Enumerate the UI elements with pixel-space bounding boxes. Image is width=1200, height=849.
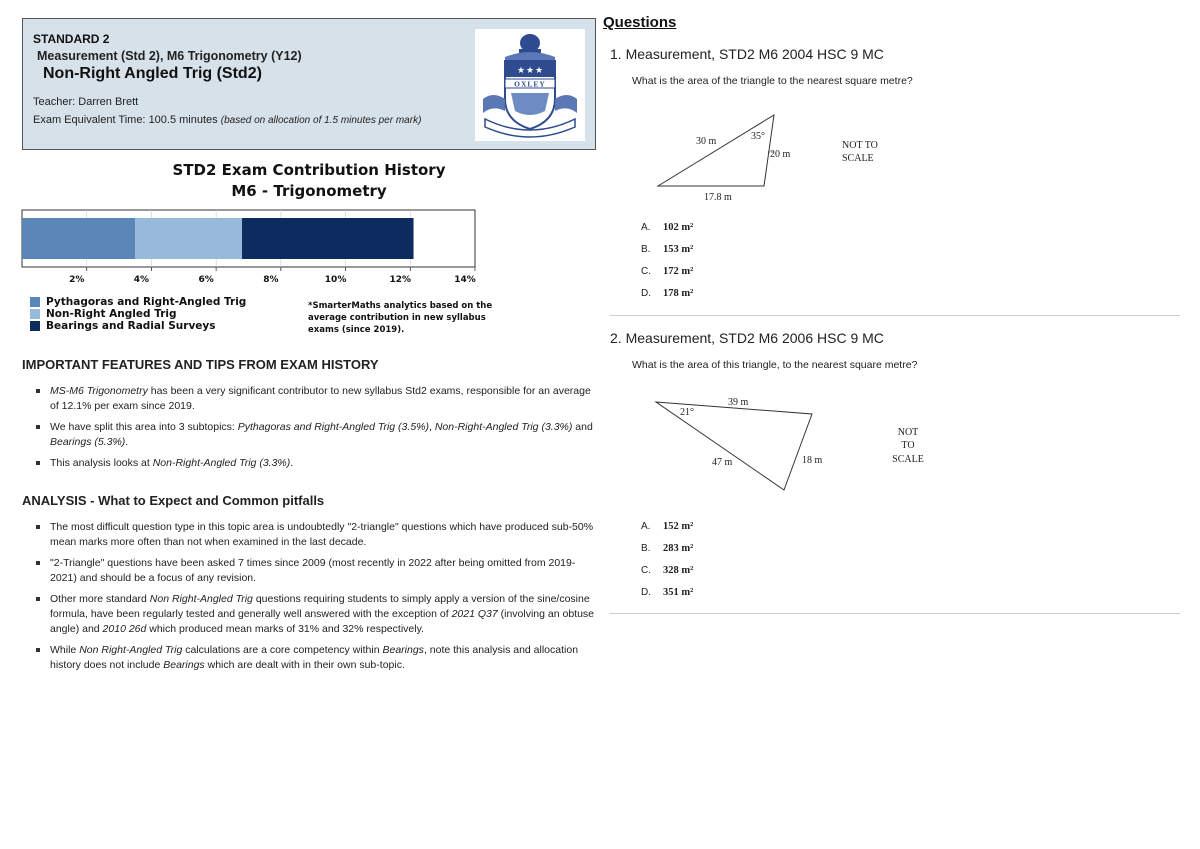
chart-title: STD2 Exam Contribution History xyxy=(172,161,446,179)
option-d[interactable] xyxy=(641,288,693,310)
svg-text:★: ★ xyxy=(535,65,544,75)
legend-label: Pythagoras and Right-Angled Trig xyxy=(46,296,247,308)
topic-title: Non-Right Angled Trig (Std2) xyxy=(43,65,262,82)
option-label: B. xyxy=(641,543,651,554)
legend-label: Bearings and Radial Surveys xyxy=(46,320,216,332)
option-value: 283 m² xyxy=(663,543,694,554)
option-d[interactable] xyxy=(641,587,693,609)
option-value: 102 m² xyxy=(663,222,694,233)
legend-swatch xyxy=(30,321,40,331)
header-box xyxy=(22,18,596,150)
option-a[interactable] xyxy=(641,222,693,244)
question-2-text: What is the area of this triangle, to the nearest square metre? xyxy=(632,359,918,371)
angle-label: 35° xyxy=(751,131,765,142)
chart-subtitle: M6 - Trigonometry xyxy=(231,182,387,200)
teacher-name: Darren Brett xyxy=(78,96,139,108)
scale-note: NOT TO xyxy=(842,140,878,151)
divider xyxy=(610,613,1180,614)
scale-note: SCALE xyxy=(842,153,874,164)
tick-label: 4% xyxy=(133,275,150,285)
option-label: C. xyxy=(641,266,651,277)
emphasis: Pythagoras and Right-Angled Trig (3.5%) xyxy=(237,421,429,433)
question-number: 1. xyxy=(610,46,622,62)
list-item xyxy=(30,384,595,414)
legend-swatch xyxy=(30,297,40,307)
question-1-text: What is the area of the triangle to the nearest square metre? xyxy=(632,75,913,87)
emphasis: Bearings xyxy=(382,644,424,656)
list-item xyxy=(30,592,595,637)
scale-note: TO xyxy=(901,440,915,451)
list-item: The most difficult question type in this topic area is undoubtedly "2-triangle" questions which have produced sub-50% mean marks more often than not when examined in the last decade. xyxy=(30,520,595,550)
emphasis: Bearings xyxy=(163,659,205,671)
teacher-line xyxy=(33,96,138,108)
text: , xyxy=(429,421,435,433)
scale-note: NOT xyxy=(897,427,919,438)
side-label: 47 m xyxy=(712,457,733,468)
features-list xyxy=(30,384,595,477)
option-label: B. xyxy=(641,244,651,255)
option-value: 178 m² xyxy=(663,288,694,299)
option-label: A. xyxy=(641,222,651,233)
course-title: Measurement (Std 2), M6 Trigonometry (Y12) xyxy=(37,49,302,63)
option-b[interactable] xyxy=(641,543,693,565)
option-a[interactable] xyxy=(641,521,693,543)
exam-time-label: Exam Equivalent Time: xyxy=(33,114,146,126)
text: and xyxy=(572,421,593,433)
tick-label: 2% xyxy=(69,275,85,285)
text: We have split this area into 3 subtopics: xyxy=(50,421,238,433)
side-label: 30 m xyxy=(696,136,717,147)
tick-label: 12% xyxy=(389,275,412,285)
tick-label: 10% xyxy=(324,275,347,285)
question-2-options xyxy=(641,521,693,609)
option-label: D. xyxy=(641,288,651,299)
side-label: 18 m xyxy=(802,455,823,466)
question-source: Measurement, STD2 M6 2004 HSC 9 MC xyxy=(625,46,884,62)
question-1-options xyxy=(641,222,693,310)
text: calculations are a core competency within xyxy=(182,644,383,656)
questions-heading: Questions xyxy=(603,14,677,31)
list-item: "2-Triangle" questions have been asked 7 times since 2009 (most recently in 2022 after being omitted from 2019-2021) and should be a focus of any revision. xyxy=(30,556,595,586)
text: . xyxy=(290,457,294,469)
exam-time-value: 100.5 minutes xyxy=(148,114,218,126)
chart-footnote: *SmarterMaths analytics based on the average contribution in new syllabus exams (since 2019). xyxy=(308,301,493,335)
scale-note: SCALE xyxy=(892,454,924,465)
chart-title-block xyxy=(22,160,596,202)
option-c[interactable] xyxy=(641,565,693,587)
emphasis: 2010 26d xyxy=(102,623,147,635)
side-label: 17.8 m xyxy=(704,192,732,203)
svg-text:OXLEY: OXLEY xyxy=(514,79,546,89)
option-b[interactable] xyxy=(641,244,693,266)
svg-text:★: ★ xyxy=(526,65,535,75)
option-value: 351 m² xyxy=(663,587,694,598)
option-value: 172 m² xyxy=(663,266,694,277)
text: which produced mean marks of 31% and 32% respectively. xyxy=(146,623,424,635)
question-number: 2. xyxy=(610,330,622,346)
tick-label: 8% xyxy=(263,275,279,285)
option-value: 152 m² xyxy=(663,521,694,532)
text: (involving an obtuse angle) and xyxy=(50,608,595,635)
side-label: 39 m xyxy=(728,397,749,408)
divider xyxy=(610,315,1180,316)
svg-text:★: ★ xyxy=(517,65,526,75)
emphasis: 2021 Q37 xyxy=(451,608,498,620)
emphasis: Non-Right-Angled Trig (3.3%) xyxy=(152,457,291,469)
emphasis: MS-M6 Trigonometry xyxy=(50,385,148,397)
question-2-title xyxy=(610,330,884,346)
legend-item-non-right xyxy=(30,308,246,320)
question-1-title xyxy=(610,46,884,62)
text: This analysis looks at xyxy=(50,457,153,469)
emphasis: Non Right-Angled Trig xyxy=(79,644,183,656)
text: has been a very significant contributor to new syllabus Std2 exams, responsible for an average of 12.1% per exam since 2019. xyxy=(50,385,591,412)
option-label: C. xyxy=(641,565,651,576)
question-source: Measurement, STD2 M6 2006 HSC 9 MC xyxy=(625,330,884,346)
list-item xyxy=(30,456,595,471)
text: Other more standard xyxy=(50,593,150,605)
legend-swatch xyxy=(30,309,40,319)
tick-label: 14% xyxy=(454,275,476,285)
features-heading: IMPORTANT FEATURES AND TIPS FROM EXAM HISTORY xyxy=(22,357,379,372)
bar-segment xyxy=(135,218,242,259)
contribution-chart xyxy=(0,200,600,290)
legend-label: Non-Right Angled Trig xyxy=(46,308,177,320)
emphasis: Non-Right-Angled Trig (3.3%) xyxy=(434,421,573,433)
exam-time-line xyxy=(33,114,421,126)
option-c[interactable] xyxy=(641,266,693,288)
bar-segment xyxy=(242,218,413,259)
option-value: 328 m² xyxy=(663,565,694,576)
text: While xyxy=(50,644,80,656)
legend-item-pythagoras xyxy=(30,296,246,308)
analysis-heading: ANALYSIS - What to Expect and Common pitfalls xyxy=(22,493,325,508)
option-label: D. xyxy=(641,587,651,598)
emphasis: Bearings (5.3%) xyxy=(50,436,126,448)
text: questions requiring students to simply apply a version of the sine/cosine formula, have been regularly tested and generally well answered with the exception of xyxy=(50,593,590,620)
list-item xyxy=(30,643,595,673)
emphasis: Non Right-Angled Trig xyxy=(149,593,253,605)
analysis-list xyxy=(30,520,595,679)
bar-segment xyxy=(22,218,135,259)
text: which are dealt with in their own sub-topic. xyxy=(204,659,405,671)
standard-label: STANDARD 2 xyxy=(33,32,110,46)
text: . xyxy=(125,436,129,448)
angle-label: 21° xyxy=(680,407,694,418)
teacher-label: Teacher: xyxy=(33,96,76,108)
option-label: A. xyxy=(641,521,651,532)
text: , note this analysis and allocation history does not include xyxy=(50,644,579,671)
side-label: 20 m xyxy=(770,149,791,160)
legend-item-bearings xyxy=(30,320,246,332)
chart-legend xyxy=(30,296,246,332)
tick-label: 6% xyxy=(198,275,214,285)
question-2-diagram xyxy=(650,392,940,496)
option-value: 153 m² xyxy=(663,244,694,255)
list-item xyxy=(30,420,595,450)
school-crest-logo xyxy=(475,29,585,141)
question-1-diagram xyxy=(650,108,890,204)
exam-time-note: (based on allocation of 1.5 minutes per mark) xyxy=(220,115,422,126)
